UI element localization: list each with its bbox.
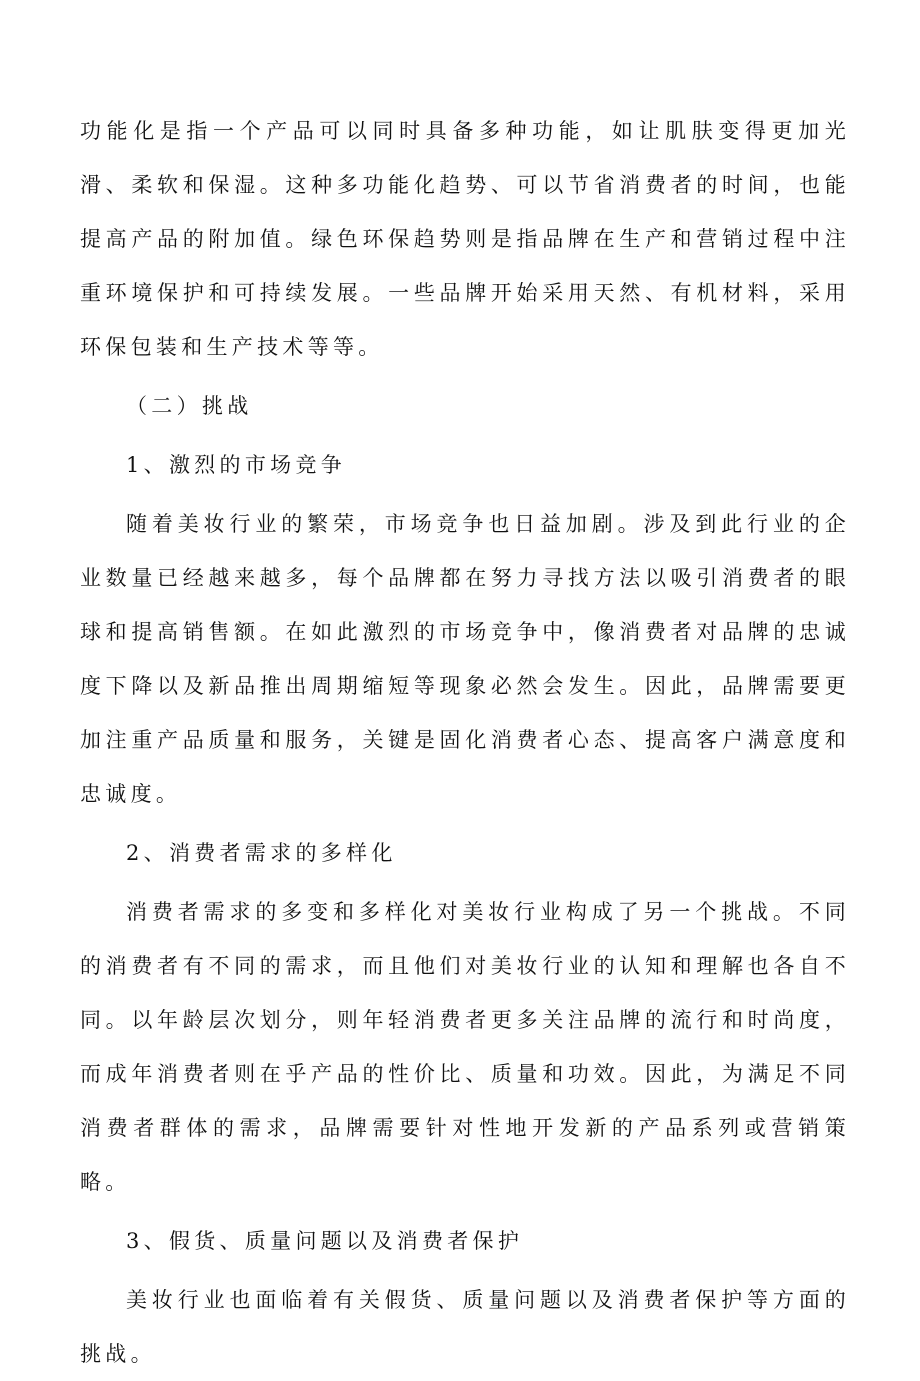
item-heading-diversity: 2、消费者需求的多样化 <box>126 841 397 865</box>
section-heading-challenges: （二）挑战 <box>126 394 253 418</box>
item-heading-competition: 1、激烈的市场竞争 <box>126 453 347 477</box>
item-body-competition: 随着美妆行业的繁荣，市场竞争也日益加剧。涉及到此行业的企业数量已经越来越多，每个品牌都在努力寻找方法以吸引消费者的眼球和提高销售额。在如此激烈的市场竞争中，像消费者对品牌的忠诚度下降以及新品推出周期缩短等现象必然会发生。因此，品牌需要更加注重产品质量和服务，关键是固化消费者心态、提高客户满意度和忠诚度。 <box>80 512 850 806</box>
item-body-diversity: 消费者需求的多变和多样化对美妆行业构成了另一个挑战。不同的消费者有不同的需求，而且他们对美妆行业的认知和理解也各自不同。以年龄层次划分，则年轻消费者更多关注品牌的流行和时尚度，而成年消费者则在乎产品的性价比、质量和功效。因此，为满足不同消费者群体的需求，品牌需要针对性地开发新的产品系列或营销策略。 <box>80 900 850 1194</box>
intro-paragraph: 功能化是指一个产品可以同时具备多种功能，如让肌肤变得更加光滑、柔软和保湿。这种多功能化趋势、可以节省消费者的时间，也能提高产品的附加值。绿色环保趋势则是指品牌在生产和营销过程中注重环境保护和可持续发展。一些品牌开始采用天然、有机材料，采用环保包装和生产技术等等。 <box>80 119 850 359</box>
item-body-counterfeit: 美妆行业也面临着有关假货、质量问题以及消费者保护等方面的挑战。 <box>80 1288 850 1366</box>
document-page <box>80 104 850 1381</box>
item-heading-counterfeit: 3、假货、质量问题以及消费者保护 <box>126 1229 524 1253</box>
